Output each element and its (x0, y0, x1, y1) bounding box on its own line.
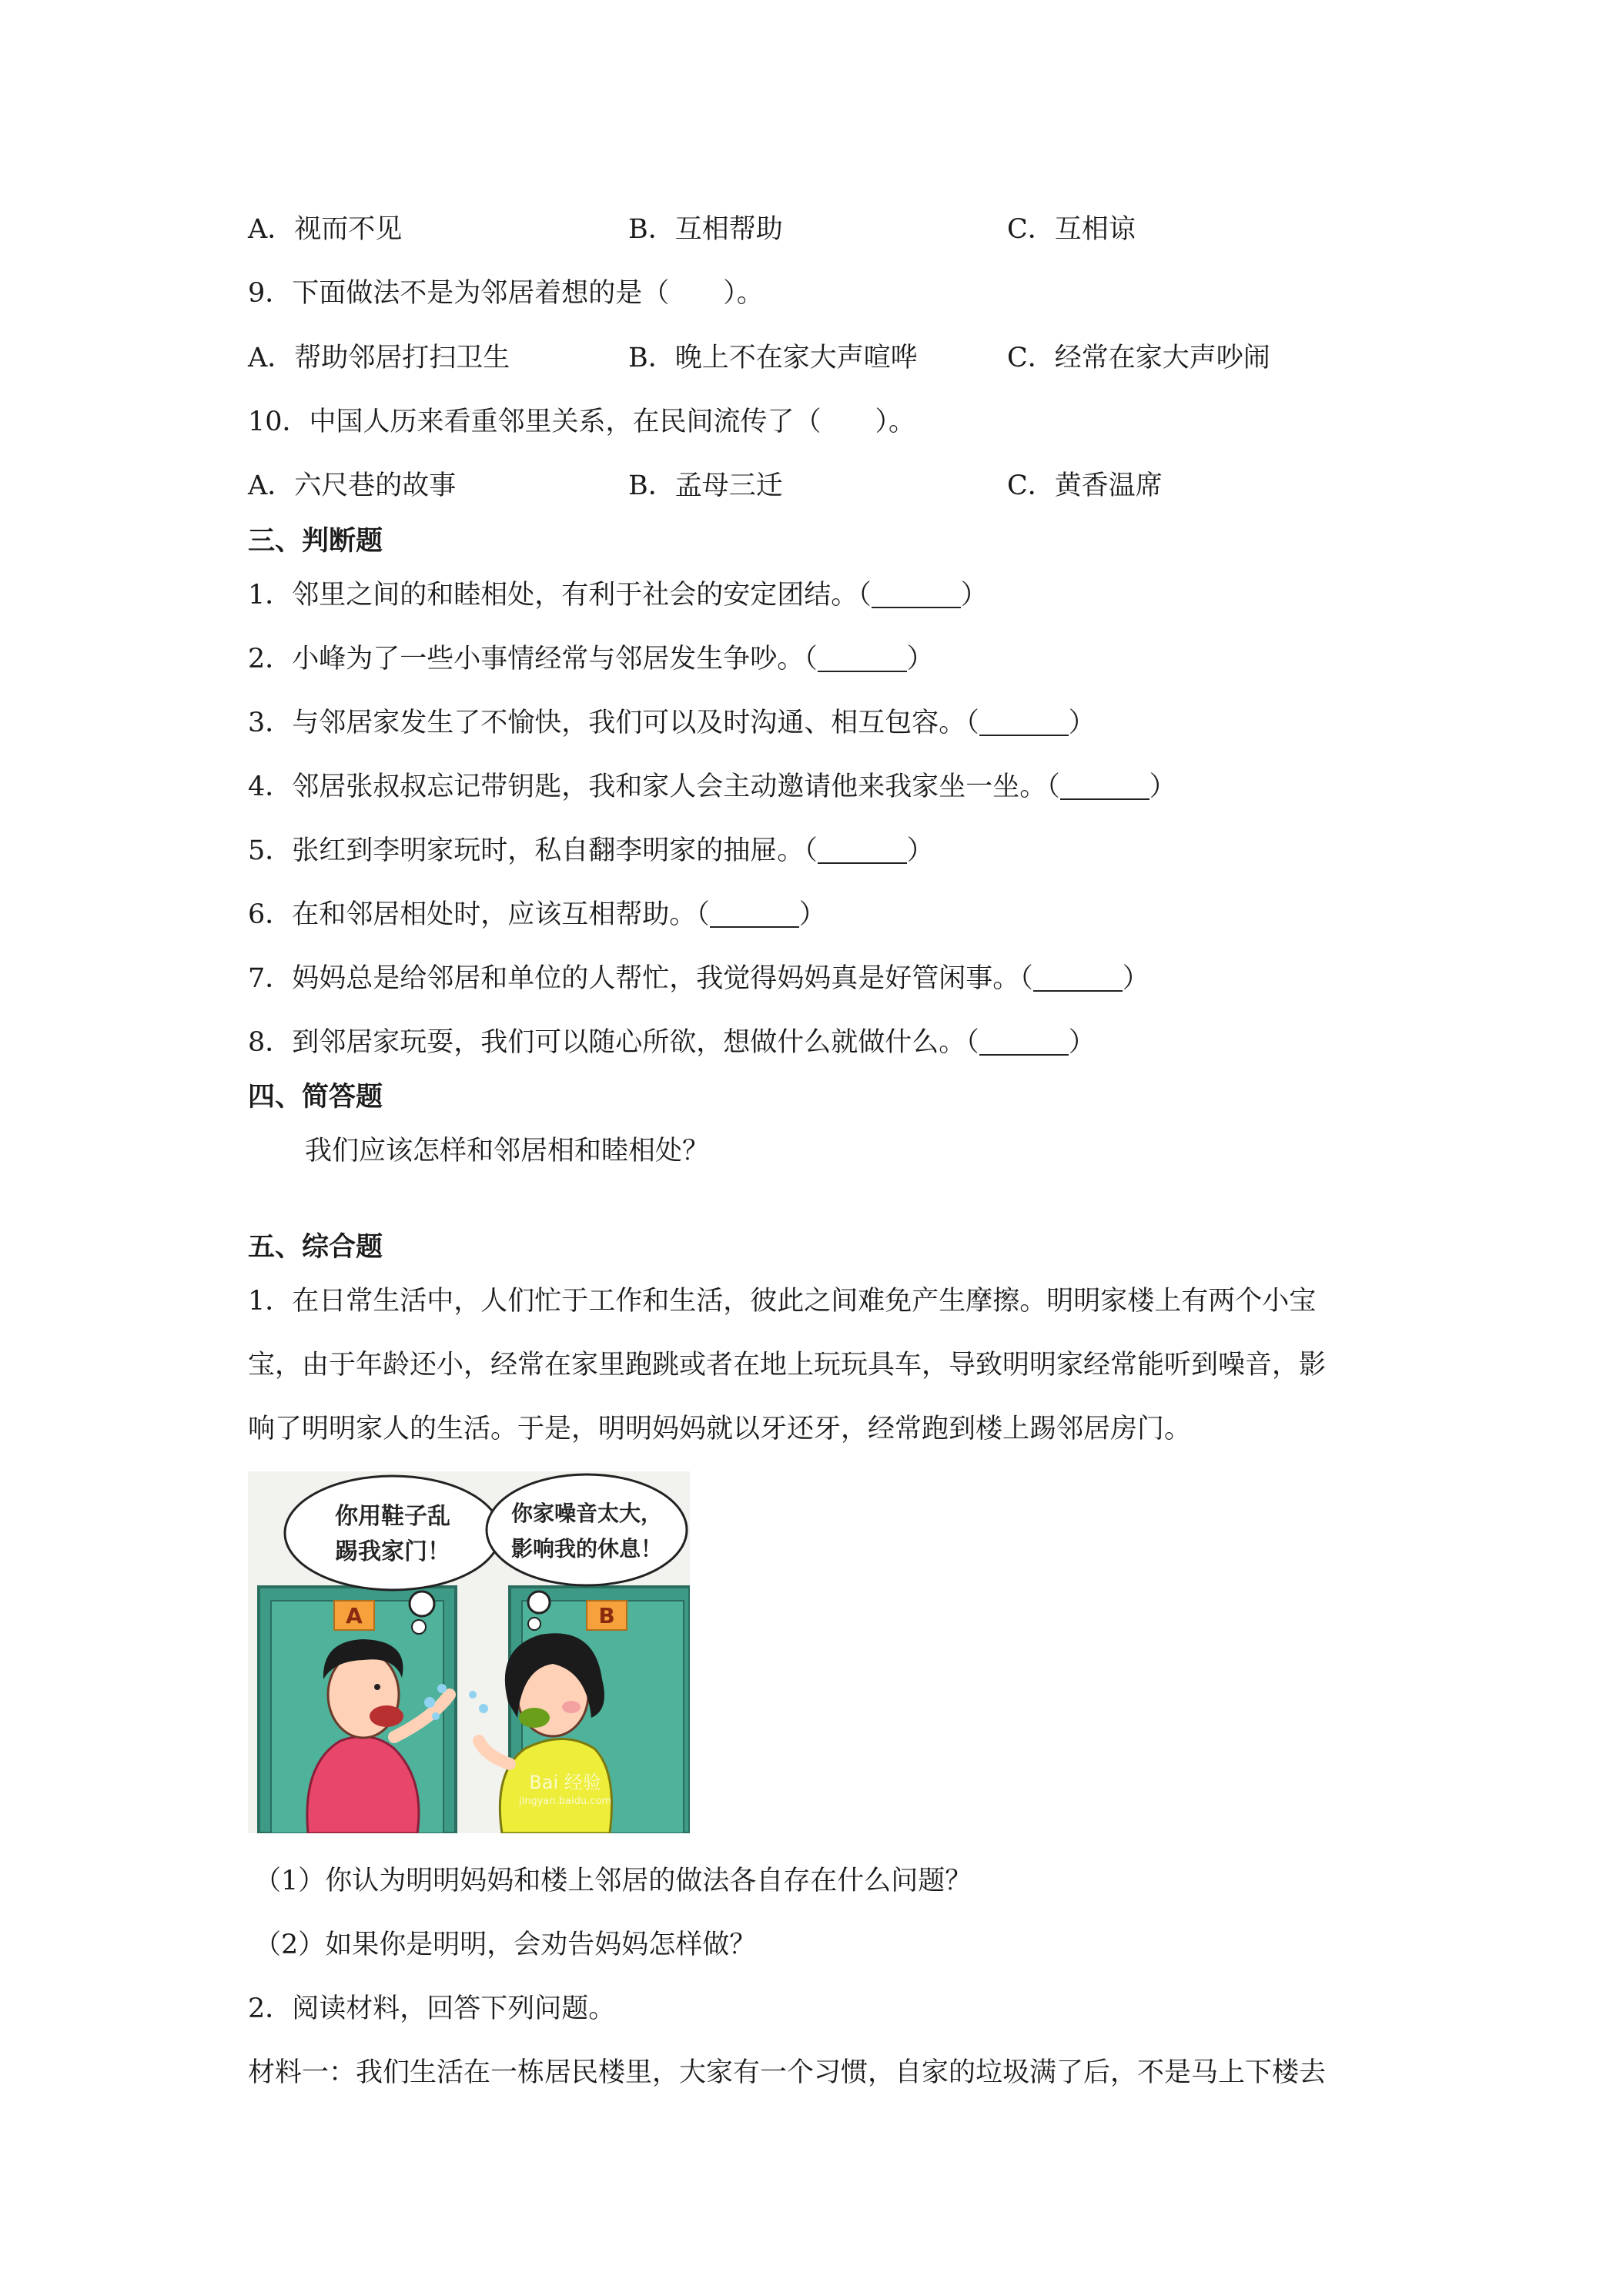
answer-blank[interactable] (979, 1026, 1069, 1056)
tf-item-1: 1．邻里之间的和睦相处，有利于社会的安定团结。（ ） (248, 580, 988, 611)
door-b-label: B (598, 1603, 615, 1628)
q9-option-a: A．帮助邻居打扫卫生 (248, 343, 510, 373)
q1-passage-line: 响了明明家人的生活。于是，明明妈妈就以牙还牙，经常跑到楼上踢邻居房门。 (248, 1414, 1192, 1444)
answer-blank[interactable] (872, 579, 961, 608)
q2-stem: 2．阅读材料，回答下列问题。 (248, 1993, 616, 2024)
q1-passage-line: 宝，由于年龄还小，经常在家里跑跳或者在地上玩玩具车，导致明明家经常能听到噪音，影 (248, 1350, 1327, 1381)
cartoon-illustration (248, 1471, 690, 1833)
bubble-a-line-2: 踢我家门！ (335, 1538, 450, 1565)
q10-options (248, 467, 1403, 505)
q2-material-1: 材料一：我们生活在一栋居民楼里，大家有一个习惯，自家的垃圾满了后，不是马上下楼去 (248, 2057, 1327, 2088)
section5-title: 五、综合题 (248, 1231, 383, 1263)
answer-blank[interactable] (1060, 771, 1149, 800)
answer-blank[interactable] (979, 707, 1069, 736)
q1-passage-line: 1．在日常生活中，人们忙于工作和生活，彼此之间难免产生摩擦。明明家楼上有两个小宝 (248, 1286, 1317, 1317)
q8-option-b: B．互相帮助 (628, 214, 783, 245)
q9-options (248, 339, 1403, 377)
q9-option-b: B．晚上不在家大声喧哗 (628, 343, 918, 373)
section3-title: 三、判断题 (248, 525, 383, 557)
watermark-text: Bai 经验 (529, 1772, 601, 1793)
tf-item-5: 5．张红到李明家玩时，私自翻李明家的抽屉。（ ） (248, 835, 934, 866)
bubble-a-line-1: 你用鞋子乱 (335, 1503, 450, 1530)
door-a-label: A (346, 1603, 363, 1628)
q10-stem: 10．中国人历来看重邻里关系，在民间流传了（ ）。 (248, 407, 916, 437)
q1-passage (248, 1270, 1387, 1461)
tf-item-2: 2．小峰为了一些小事情经常与邻居发生争吵。（ ） (248, 644, 934, 674)
watermark (518, 1772, 611, 1807)
watermark-url: jingyan.baidu.com (519, 1796, 611, 1807)
bubble-b-line-1: 你家噪音太大， (510, 1501, 663, 1526)
tf-item-4: 4．邻居张叔叔忘记带钥匙，我和家人会主动邀请他来我家坐一坐。（ ） (248, 771, 1176, 802)
q8-option-a: A．视而不见 (248, 214, 403, 245)
short-answer-question: 我们应该怎样和邻居相和睦相处？ (305, 1136, 710, 1166)
tf-item-3: 3．与邻居家发生了不愉快，我们可以及时沟通、相互包容。（ ） (248, 708, 1096, 738)
tf-item-6: 6．在和邻居相处时，应该互相帮助。（ ） (248, 899, 826, 930)
q1-sub-question-1: （1）你认为明明妈妈和楼上邻居的做法各自存在什么问题？ (254, 1866, 972, 1896)
answer-blank[interactable] (710, 899, 799, 928)
tf-item-8: 8．到邻居家玩耍，我们可以随心所欲，想做什么就做什么。（ ） (248, 1027, 1096, 1058)
q10-option-b: B．孟母三迁 (628, 470, 783, 501)
q9-option-c: C．经常在家大声吵闹 (1007, 343, 1270, 373)
q1-sub-question-2: （2）如果你是明明，会劝告妈妈怎样做？ (254, 1930, 757, 1960)
q10-option-a: A．六尺巷的故事 (248, 470, 457, 501)
answer-blank[interactable] (1033, 962, 1123, 992)
q10-option-c: C．黄香温席 (1007, 470, 1163, 501)
answer-blank[interactable] (818, 835, 907, 864)
bubble-b-line-2: 影响我的休息！ (510, 1536, 663, 1561)
section4-title: 四、简答题 (248, 1081, 383, 1113)
q9-stem: 9．下面做法不是为邻居着想的是（ ）。 (248, 278, 764, 309)
tf-item-7: 7．妈妈总是给邻居和单位的人帮忙，我觉得妈妈真是好管闲事。（ ） (248, 963, 1149, 994)
answer-blank[interactable] (818, 643, 907, 672)
q8-options (248, 210, 1403, 249)
q8-option-c: C．互相谅 (1007, 214, 1136, 245)
